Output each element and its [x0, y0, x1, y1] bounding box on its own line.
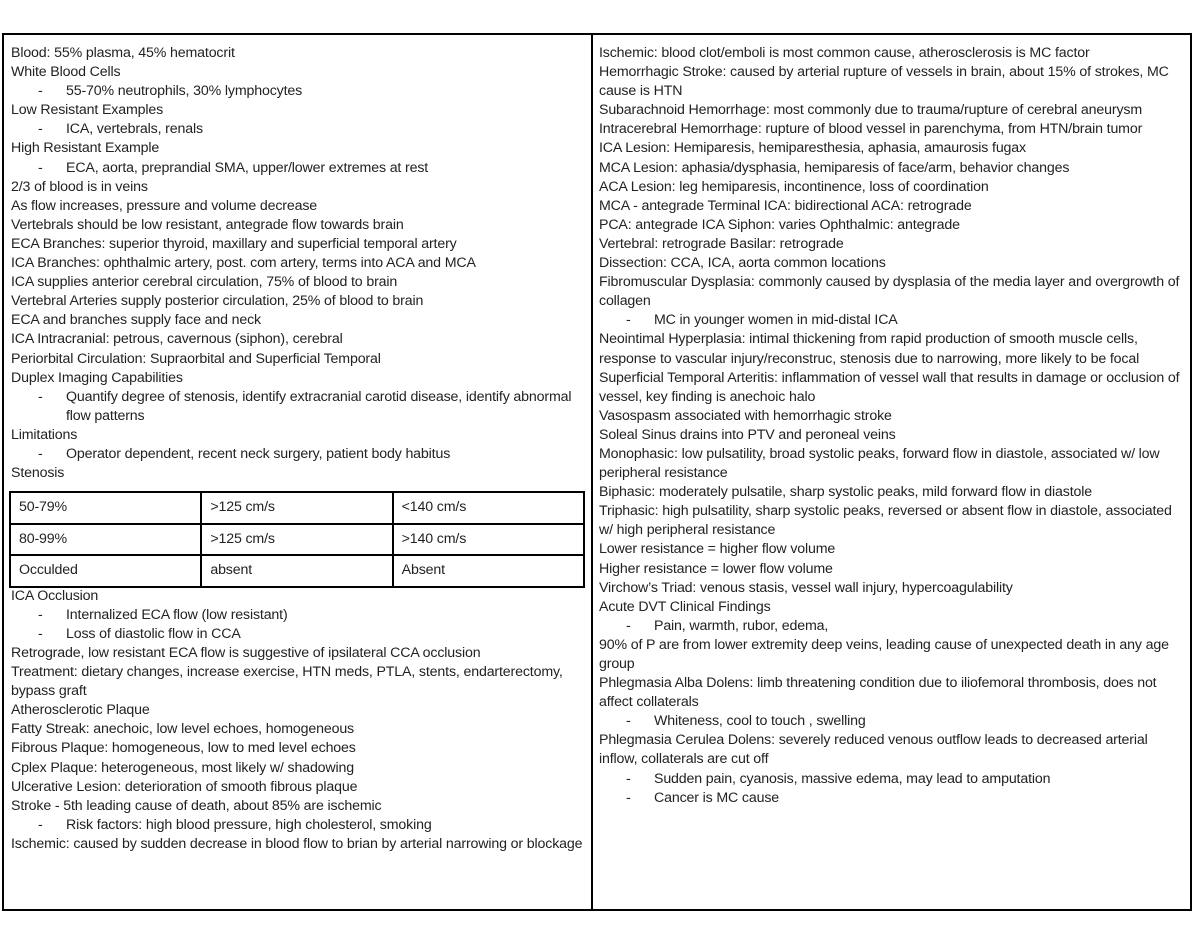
note-line: Duplex Imaging Capabilities: [11, 369, 183, 386]
note-line: Fatty Streak: anechoic, low level echoes, homogeneous: [11, 721, 354, 738]
note-line: Dissection: CCA, ICA, aorta common locations: [599, 255, 886, 272]
note-line: Fibrous Plaque: homogeneous, low to med level echoes: [11, 740, 356, 757]
bullet-item: [11, 816, 585, 835]
notes-page: [2, 33, 1192, 911]
note-line: Treatment: dietary changes, increase exercise, HTN meds, PTLA, stents, endarterectomy, bypass graft: [11, 664, 563, 700]
table-cell: Absent: [393, 555, 584, 587]
left-column: [4, 35, 593, 909]
bullet-text: Internalized ECA flow (low resistant): [66, 606, 288, 623]
table-row: [10, 492, 584, 524]
note-line: Atherosclerotic Plaque: [11, 702, 150, 719]
bullet-item: [11, 625, 585, 644]
dash-bullet-icon: -: [38, 606, 43, 623]
note-line: Stroke - 5th leading cause of death, about 85% are ischemic: [11, 797, 382, 814]
bullet-text: 55-70% neutrophils, 30% lymphocytes: [66, 83, 303, 100]
bullet-item: [11, 82, 585, 101]
table-cell: >125 cm/s: [201, 524, 392, 556]
note-line: Low Resistant Examples: [11, 102, 164, 119]
note-line: Virchow’s Triad: venous stasis, vessel wall injury, hypercoagulability: [599, 579, 1013, 596]
note-line: Periorbital Circulation: Supraorbital and Superficial Temporal: [11, 350, 381, 367]
bullet-text: Quantify degree of stenosis, identify extracranial carotid disease, identify abnormal flow patterns: [66, 388, 572, 424]
note-line: High Resistant Example: [11, 140, 160, 157]
note-line: Cplex Plaque: heterogeneous, most likely w/ shadowing: [11, 759, 354, 776]
note-line: ACA Lesion: leg hemiparesis, incontinence, loss of coordination: [599, 178, 989, 195]
bullet-item: [599, 311, 1184, 330]
bullet-item: [599, 770, 1184, 789]
table-cell: Occulded: [10, 555, 201, 587]
note-line: 2/3 of blood is in veins: [11, 178, 148, 195]
bullet-item: [11, 606, 585, 625]
bullet-text: Cancer is MC cause: [654, 789, 780, 806]
note-line: 90% of P are from lower extremity deep veins, leading cause of unexpected death in any age group: [599, 636, 1169, 672]
bullet-item: [11, 159, 585, 178]
bullet-item: [11, 445, 585, 464]
note-line: ICA Intracranial: petrous, cavernous (siphon), cerebral: [11, 331, 343, 348]
dash-bullet-icon: -: [38, 445, 43, 462]
table-cell: >140 cm/s: [393, 524, 584, 556]
table-cell: >125 cm/s: [201, 492, 392, 524]
bullet-item: [11, 388, 585, 426]
table-cell: absent: [201, 555, 392, 587]
note-line: ECA Branches: superior thyroid, maxillary and superficial temporal artery: [11, 235, 457, 252]
dash-bullet-icon: -: [626, 789, 631, 806]
note-line: Vertebral: retrograde Basilar: retrograde: [599, 235, 844, 252]
bullet-text: Loss of diastolic flow in CCA: [66, 625, 241, 642]
dash-bullet-icon: -: [38, 388, 43, 405]
note-line: MCA Lesion: aphasia/dysphasia, hemiparesis of face/arm, behavior changes: [599, 159, 1070, 176]
note-line: Stenosis: [11, 465, 65, 482]
note-line: Triphasic: high pulsatility, sharp systolic peaks, reversed or absent flow in diastole, associated w/ high peripheral resistance: [599, 503, 1172, 539]
note-line: ECA and branches supply face and neck: [11, 312, 261, 329]
dash-bullet-icon: -: [626, 617, 631, 634]
note-line: Phlegmasia Cerulea Dolens: severely reduced venous outflow leads to decreased arterial inflow, collaterals are cut off: [599, 732, 1148, 768]
note-line: Ulcerative Lesion: deterioration of smooth fibrous plaque: [11, 778, 358, 795]
stenosis-table: [9, 491, 585, 588]
note-line: As flow increases, pressure and volume decrease: [11, 197, 318, 214]
note-line: Lower resistance = higher flow volume: [599, 541, 836, 558]
note-line: Superficial Temporal Arteritis: inflammation of vessel wall that results in damage or occlusion of vessel, key finding is anechoic halo: [599, 369, 1180, 405]
bullet-item: [599, 789, 1184, 808]
table-cell: 80-99%: [10, 524, 201, 556]
bullet-item: [11, 120, 585, 139]
note-line: Acute DVT Clinical Findings: [599, 598, 771, 615]
note-line: ICA Branches: ophthalmic artery, post. com artery, terms into ACA and MCA: [11, 255, 476, 272]
note-line: Ischemic: blood clot/emboli is most common cause, atherosclerosis is MC factor: [599, 45, 1090, 61]
right-notes: [599, 44, 1184, 808]
bullet-text: Sudden pain, cyanosis, massive edema, may lead to amputation: [654, 770, 1051, 787]
note-line: PCA: antegrade ICA Siphon: varies Ophthalmic: antegrade: [599, 216, 960, 233]
bullet-text: ICA, vertebrals, renals: [66, 121, 203, 138]
dash-bullet-icon: -: [38, 159, 43, 176]
note-line: Phlegmasia Alba Dolens: limb threatening condition due to iliofemoral thrombosis, does not affect collaterals: [599, 675, 1157, 711]
table-row: [10, 524, 584, 556]
dash-bullet-icon: -: [38, 83, 43, 100]
right-column: [593, 35, 1190, 909]
note-line: Hemorrhagic Stroke: caused by arterial rupture of vessels in brain, about 15% of strokes, MC cause is HTN: [599, 64, 1169, 100]
note-line: Limitations: [11, 426, 78, 443]
dash-bullet-icon: -: [38, 625, 43, 642]
note-line: Subarachnoid Hemorrhage: most commonly due to trauma/rupture of cerebral aneurysm: [599, 102, 1143, 119]
note-line: Vertebral Arteries supply posterior circulation, 25% of blood to brain: [11, 293, 424, 310]
dash-bullet-icon: -: [38, 121, 43, 138]
note-line: ICA supplies anterior cerebral circulation, 75% of blood to brain: [11, 274, 398, 291]
dash-bullet-icon: -: [38, 816, 43, 833]
left-bottom-notes: [11, 587, 585, 854]
note-line: Higher resistance = lower flow volume: [599, 560, 833, 577]
dash-bullet-icon: -: [626, 770, 631, 787]
note-line: ICA Lesion: Hemiparesis, hemiparesthesia, aphasia, amaurosis fugax: [599, 140, 1026, 157]
dash-bullet-icon: -: [626, 713, 631, 730]
note-line: Vertebrals should be low resistant, antegrade flow towards brain: [11, 216, 404, 233]
note-line: Vasospasm associated with hemorrhagic stroke: [599, 407, 892, 424]
note-line: Biphasic: moderately pulsatile, sharp systolic peaks, mild forward flow in diastole: [599, 484, 1093, 501]
table-cell: 50-79%: [10, 492, 201, 524]
note-line: Ischemic: caused by sudden decrease in blood flow to brian by arterial narrowing or blockage: [11, 835, 583, 852]
note-line: White Blood Cells: [11, 64, 121, 81]
left-top-notes: [11, 44, 585, 483]
note-line: Intracerebral Hemorrhage: rupture of blood vessel in parenchyma, from HTN/brain tumor: [599, 121, 1143, 138]
note-line: Fibromuscular Dysplasia: commonly caused by dysplasia of the media layer and overgrowth of collagen: [599, 274, 1180, 310]
bullet-text: Risk factors: high blood pressure, high cholesterol, smoking: [66, 816, 432, 833]
dash-bullet-icon: -: [626, 312, 631, 329]
note-line: Monophasic: low pulsatility, broad systolic peaks, forward flow in diastole, associated w/ low peripheral resistance: [599, 445, 1160, 482]
table-cell: <140 cm/s: [393, 492, 584, 524]
note-line: Neointimal Hyperplasia: intimal thickening from rapid production of smooth muscle cells, response to vascular injury/reconstruc, stenosis due to narrowing, more likely to be focal: [599, 331, 1140, 367]
note-line: MCA - antegrade Terminal ICA: bidirectional ACA: retrograde: [599, 197, 972, 214]
note-line: Blood: 55% plasma, 45% hematocrit: [11, 45, 235, 61]
bullet-item: [599, 712, 1184, 731]
bullet-text: ECA, aorta, preprandial SMA, upper/lower extremes at rest: [66, 159, 429, 176]
note-line: ICA Occlusion: [11, 587, 99, 604]
bullet-text: Operator dependent, recent neck surgery, patient body habitus: [66, 445, 451, 462]
table-row: [10, 555, 584, 587]
note-line: Soleal Sinus drains into PTV and peroneal veins: [599, 426, 896, 443]
bullet-text: MC in younger women in mid-distal ICA: [654, 312, 898, 329]
note-line: Retrograde, low resistant ECA flow is suggestive of ipsilateral CCA occlusion: [11, 644, 481, 661]
bullet-text: Whiteness, cool to touch , swelling: [654, 713, 866, 730]
bullet-item: [599, 617, 1184, 636]
bullet-text: Pain, warmth, rubor, edema,: [654, 617, 829, 634]
